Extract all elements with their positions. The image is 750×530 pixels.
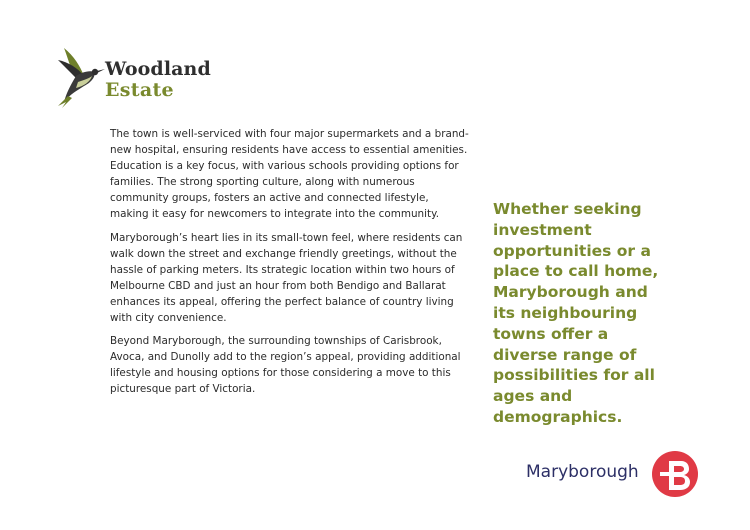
body-text <box>110 126 470 405</box>
woodland-estate-logo <box>54 46 224 108</box>
paragraph-small-town: Maryborough’s heart lies in its small-town feel, where residents can walk down the street and exchange friendly greetings, without the hassle of parking meters. Its strategic location within two hours of Melbourne CBD and just an hour from both Bendigo and Ballarat enhances its appeal, offering the perfect balance of country living with city convenience. <box>110 231 463 325</box>
brand-name: Maryborough <box>526 462 639 482</box>
logo-subtitle: Estate <box>105 79 174 101</box>
paragraph-surrounding-towns: Beyond Maryborough, the surrounding townships of Carisbrook, Avoca, and Dunolly add to the region’s appeal, providing additional lifestyle and housing options for those considering a move to this picturesque part of Victoria. <box>110 335 461 396</box>
paragraph-amenities: The town is well-serviced with four major supermarkets and a brand-new hospital, ensuring residents have access to essential amenities. Education is a key focus, with various schools providing options for families. The strong sporting culture, along with numerous community groups, fosters an active and connected lifestyle, making it easy for newcomers to integrate into the community. <box>110 128 469 221</box>
maryborough-mark-icon <box>651 450 699 498</box>
maryborough-brand <box>526 450 706 498</box>
callout-text: Whether seeking investment opportunities or a place to call home, Maryborough and its neighbouring towns offer a diverse range of possibilities for all ages and demographics. <box>493 200 659 426</box>
hummingbird-icon <box>54 46 106 108</box>
logo-title: Woodland <box>105 58 211 80</box>
